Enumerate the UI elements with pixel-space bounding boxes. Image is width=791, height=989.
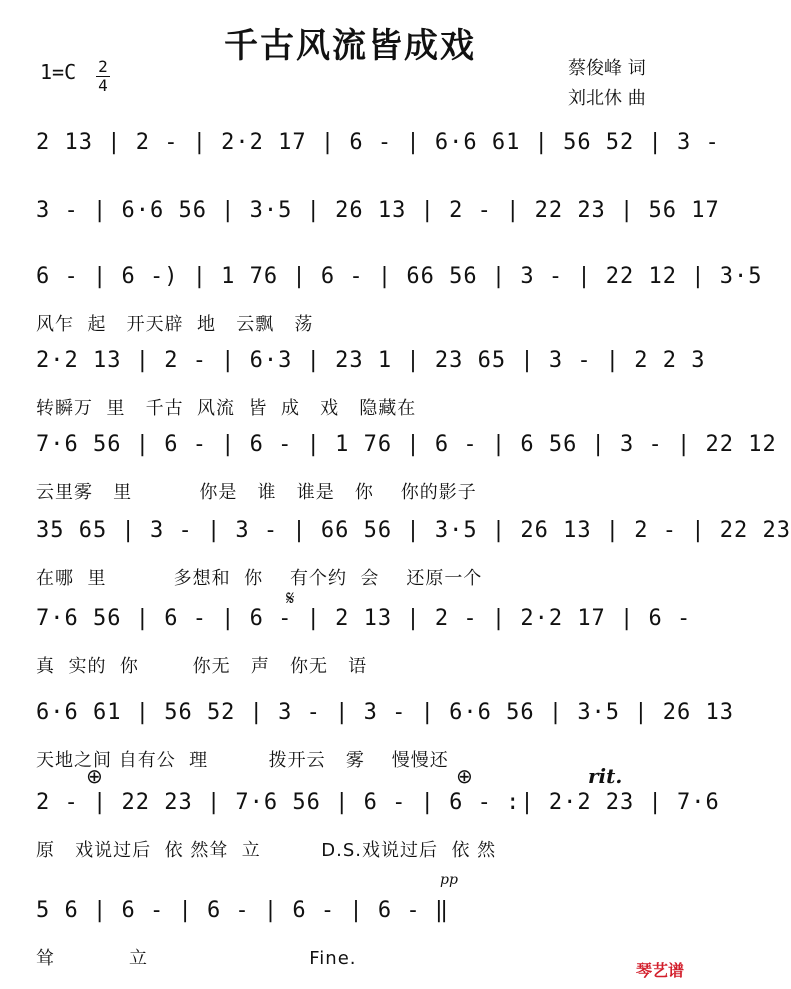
lyrics-line: 在哪 里 多想和 你 有个约 会 还原一个 [36,568,483,589]
meter-bottom: 4 [98,76,108,95]
lyrics-line: 真 实的 你 你无 声 你无 语 [36,656,368,677]
lyrics-line: 天地之间 自有公 理 拨开云 雾 慢慢还 [36,750,449,771]
meter-top: 2 [98,57,108,76]
lyrics-line: 云里雾 里 你是 谁 谁是 你 你的影子 [36,482,477,503]
notation-line: 3 - | 6·6 56 | 3·5 | 26 13 | 2 - | 22 23 | 56 17 [36,198,720,223]
lyrics-line: 耸 立 Fine. [36,948,357,969]
notation-line: 7·6 56 | 6 - | 6 - | 1 76 | 6 - | 6 56 | 3 - | 22 12 [36,432,777,457]
segno-icon: 𝄋 [286,586,295,610]
coda-icon: ⊕ [456,764,473,788]
notation-line: 2 13 | 2 - | 2·2 17 | 6 - | 6·6 61 | 56 52 | 3 - [36,130,720,155]
notation-line: 35 65 | 3 - | 3 - | 66 56 | 3·5 | 26 13 | 2 - | 22 23 [36,518,791,543]
ritardando-mark: rit. [588,764,623,788]
notation-line: 5 6 | 6 - | 6 - | 6 - | 6 - ‖ [36,898,450,923]
song-title: 千古风流皆成戏 [224,26,476,66]
staff-row-3 [36,256,763,352]
staff-row-8 [36,692,735,788]
staff-row-4 [36,340,706,436]
staff-row-6 [36,510,791,606]
staff-row-10 [36,872,666,986]
pianissimo-mark: pp [440,872,458,888]
notation-line: 2 - | 22 23 | 7·6 56 | 6 - | 6 - :| 2·2 23 | 7·6 [36,790,720,815]
lyricist-credit: 蔡俊峰 词 [568,58,646,79]
notation-line: 6·6 61 | 56 52 | 3 - | 3 - | 6·6 56 | 3·5 | 26 13 [36,700,735,725]
lyrics-line: 风乍 起 开天辟 地 云飘 荡 [36,314,314,335]
composer-credit: 刘北休 曲 [568,88,646,109]
staff-row-9 [36,764,720,878]
notation-line: 6 - | 6 -) | 1 76 | 6 - | 66 56 | 3 - | 22 12 | 3·5 [36,264,763,289]
key-signature: 1=C [40,60,77,84]
time-signature [96,58,110,95]
coda-icon: ⊕ [86,764,103,788]
lyrics-line: 转瞬万 里 千古 风流 皆 成 戏 隐藏在 [36,398,417,419]
watermark-logo: 琴艺谱 [635,961,684,980]
lyrics-line: 原 戏说过后 依 然耸 立 D.S.戏说过后 依 然 [36,840,497,861]
staff-row-5 [36,424,777,520]
staff-row-7 [36,586,692,694]
notation-line: 2·2 13 | 2 - | 6·3 | 23 1 | 23 65 | 3 - | 2 2 3 [36,348,706,373]
notation-line: 7·6 56 | 6 - | 6 - | 2 13 | 2 - | 2·2 17 | 6 - [36,606,692,631]
